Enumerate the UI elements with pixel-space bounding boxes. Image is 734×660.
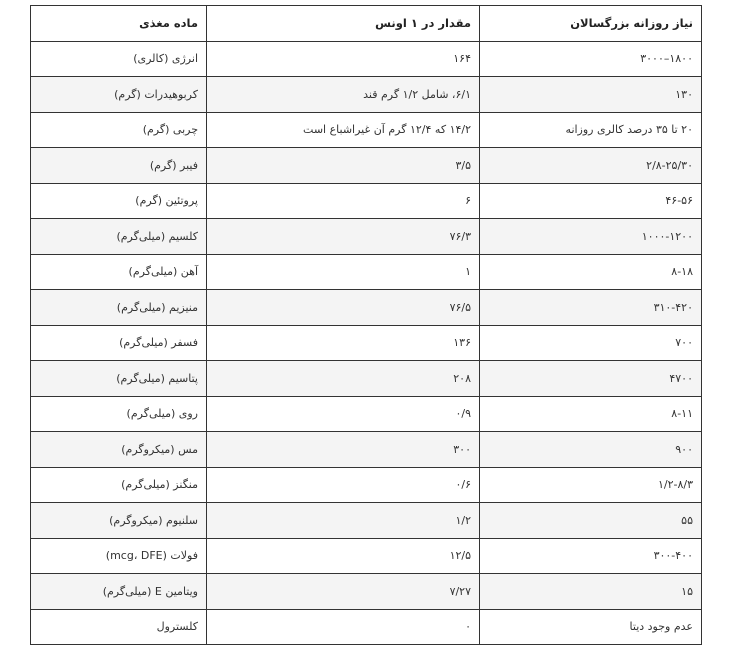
amount-cell: ۳/۵ (207, 148, 480, 184)
table-row (31, 219, 702, 255)
daily-need-cell: عدم وجود دیتا (480, 609, 702, 645)
table-row (31, 325, 702, 361)
amount-cell: ۰/۶ (207, 467, 480, 503)
table-row (31, 609, 702, 645)
table-row (31, 396, 702, 432)
daily-need-cell: ۴۷۰۰ (480, 361, 702, 397)
nutrient-cell: روی (میلی‌گرم) (31, 396, 207, 432)
nutrient-cell: مس (میکروگرم) (31, 432, 207, 468)
daily-need-cell: ۱۳۰ (480, 77, 702, 113)
table-row (31, 574, 702, 610)
table-row (31, 41, 702, 77)
daily-need-cell: ۲۰ تا ۳۵ درصد کالری روزانه (480, 112, 702, 148)
daily-need-cell: ۳۰۰-۴۰۰ (480, 538, 702, 574)
daily-need-cell: ۷۰۰ (480, 325, 702, 361)
amount-cell: ۶ (207, 183, 480, 219)
amount-cell: ۶/۱، شامل ۱/۲ گرم قند (207, 77, 480, 113)
table-row (31, 361, 702, 397)
amount-cell: ۰ (207, 609, 480, 645)
amount-cell: ۳۰۰ (207, 432, 480, 468)
daily-need-cell: ۱/۲-۸/۳ (480, 467, 702, 503)
nutrient-cell: آهن (میلی‌گرم) (31, 254, 207, 290)
amount-cell: ۰/۹ (207, 396, 480, 432)
daily-need-cell: ۱۸۰۰–۳۰۰۰ (480, 41, 702, 77)
table-row (31, 112, 702, 148)
amount-cell: ۱۴/۲ که ۱۲/۴ گرم آن غیراشباع است (207, 112, 480, 148)
table-row (31, 432, 702, 468)
nutrient-cell: فسفر (میلی‌گرم) (31, 325, 207, 361)
daily-need-cell: ۱۰۰۰-۱۲۰۰ (480, 219, 702, 255)
daily-need-cell: ۸-۱۱ (480, 396, 702, 432)
table-header-row (31, 6, 702, 42)
table-row (31, 467, 702, 503)
nutrient-cell: فولات (mcg، DFE) (31, 538, 207, 574)
nutrient-cell: ویتامین E (میلی‌گرم) (31, 574, 207, 610)
nutrient-cell: کلسیم (میلی‌گرم) (31, 219, 207, 255)
header-daily-need: نیاز روزانه بزرگسالان (480, 6, 702, 42)
amount-cell: ۱۳۶ (207, 325, 480, 361)
amount-cell: ۷/۲۷ (207, 574, 480, 610)
header-nutrient: ماده مغذی (31, 6, 207, 42)
table-row (31, 254, 702, 290)
nutrient-cell: سلنیوم (میکروگرم) (31, 503, 207, 539)
nutrient-cell: کلسترول (31, 609, 207, 645)
table-row (31, 183, 702, 219)
nutrient-cell: انرژی (کالری) (31, 41, 207, 77)
daily-need-cell: ۲/۸-۲۵/۳۰ (480, 148, 702, 184)
table-row (31, 77, 702, 113)
nutrition-table (30, 5, 702, 645)
daily-need-cell: ۳۱۰-۴۲۰ (480, 290, 702, 326)
daily-need-cell: ۵۵ (480, 503, 702, 539)
nutrient-cell: پتاسیم (میلی‌گرم) (31, 361, 207, 397)
table-row (31, 290, 702, 326)
amount-cell: ۱۶۴ (207, 41, 480, 77)
nutrient-cell: منگنز (میلی‌گرم) (31, 467, 207, 503)
nutrient-cell: منیزیم (میلی‌گرم) (31, 290, 207, 326)
daily-need-cell: ۱۵ (480, 574, 702, 610)
nutrient-cell: کربوهیدرات (گرم) (31, 77, 207, 113)
header-amount: مقدار در ۱ اونس (207, 6, 480, 42)
amount-cell: ۱ (207, 254, 480, 290)
amount-cell: ۷۶/۳ (207, 219, 480, 255)
daily-need-cell: ۴۶-۵۶ (480, 183, 702, 219)
amount-cell: ۲۰۸ (207, 361, 480, 397)
table-row (31, 148, 702, 184)
nutrient-cell: چربی (گرم) (31, 112, 207, 148)
daily-need-cell: ۸-۱۸ (480, 254, 702, 290)
daily-need-cell: ۹۰۰ (480, 432, 702, 468)
amount-cell: ۱۲/۵ (207, 538, 480, 574)
table-row (31, 503, 702, 539)
amount-cell: ۷۶/۵ (207, 290, 480, 326)
nutrient-cell: پروتئین (گرم) (31, 183, 207, 219)
amount-cell: ۱/۲ (207, 503, 480, 539)
table-row (31, 538, 702, 574)
nutrient-cell: فیبر (گرم) (31, 148, 207, 184)
